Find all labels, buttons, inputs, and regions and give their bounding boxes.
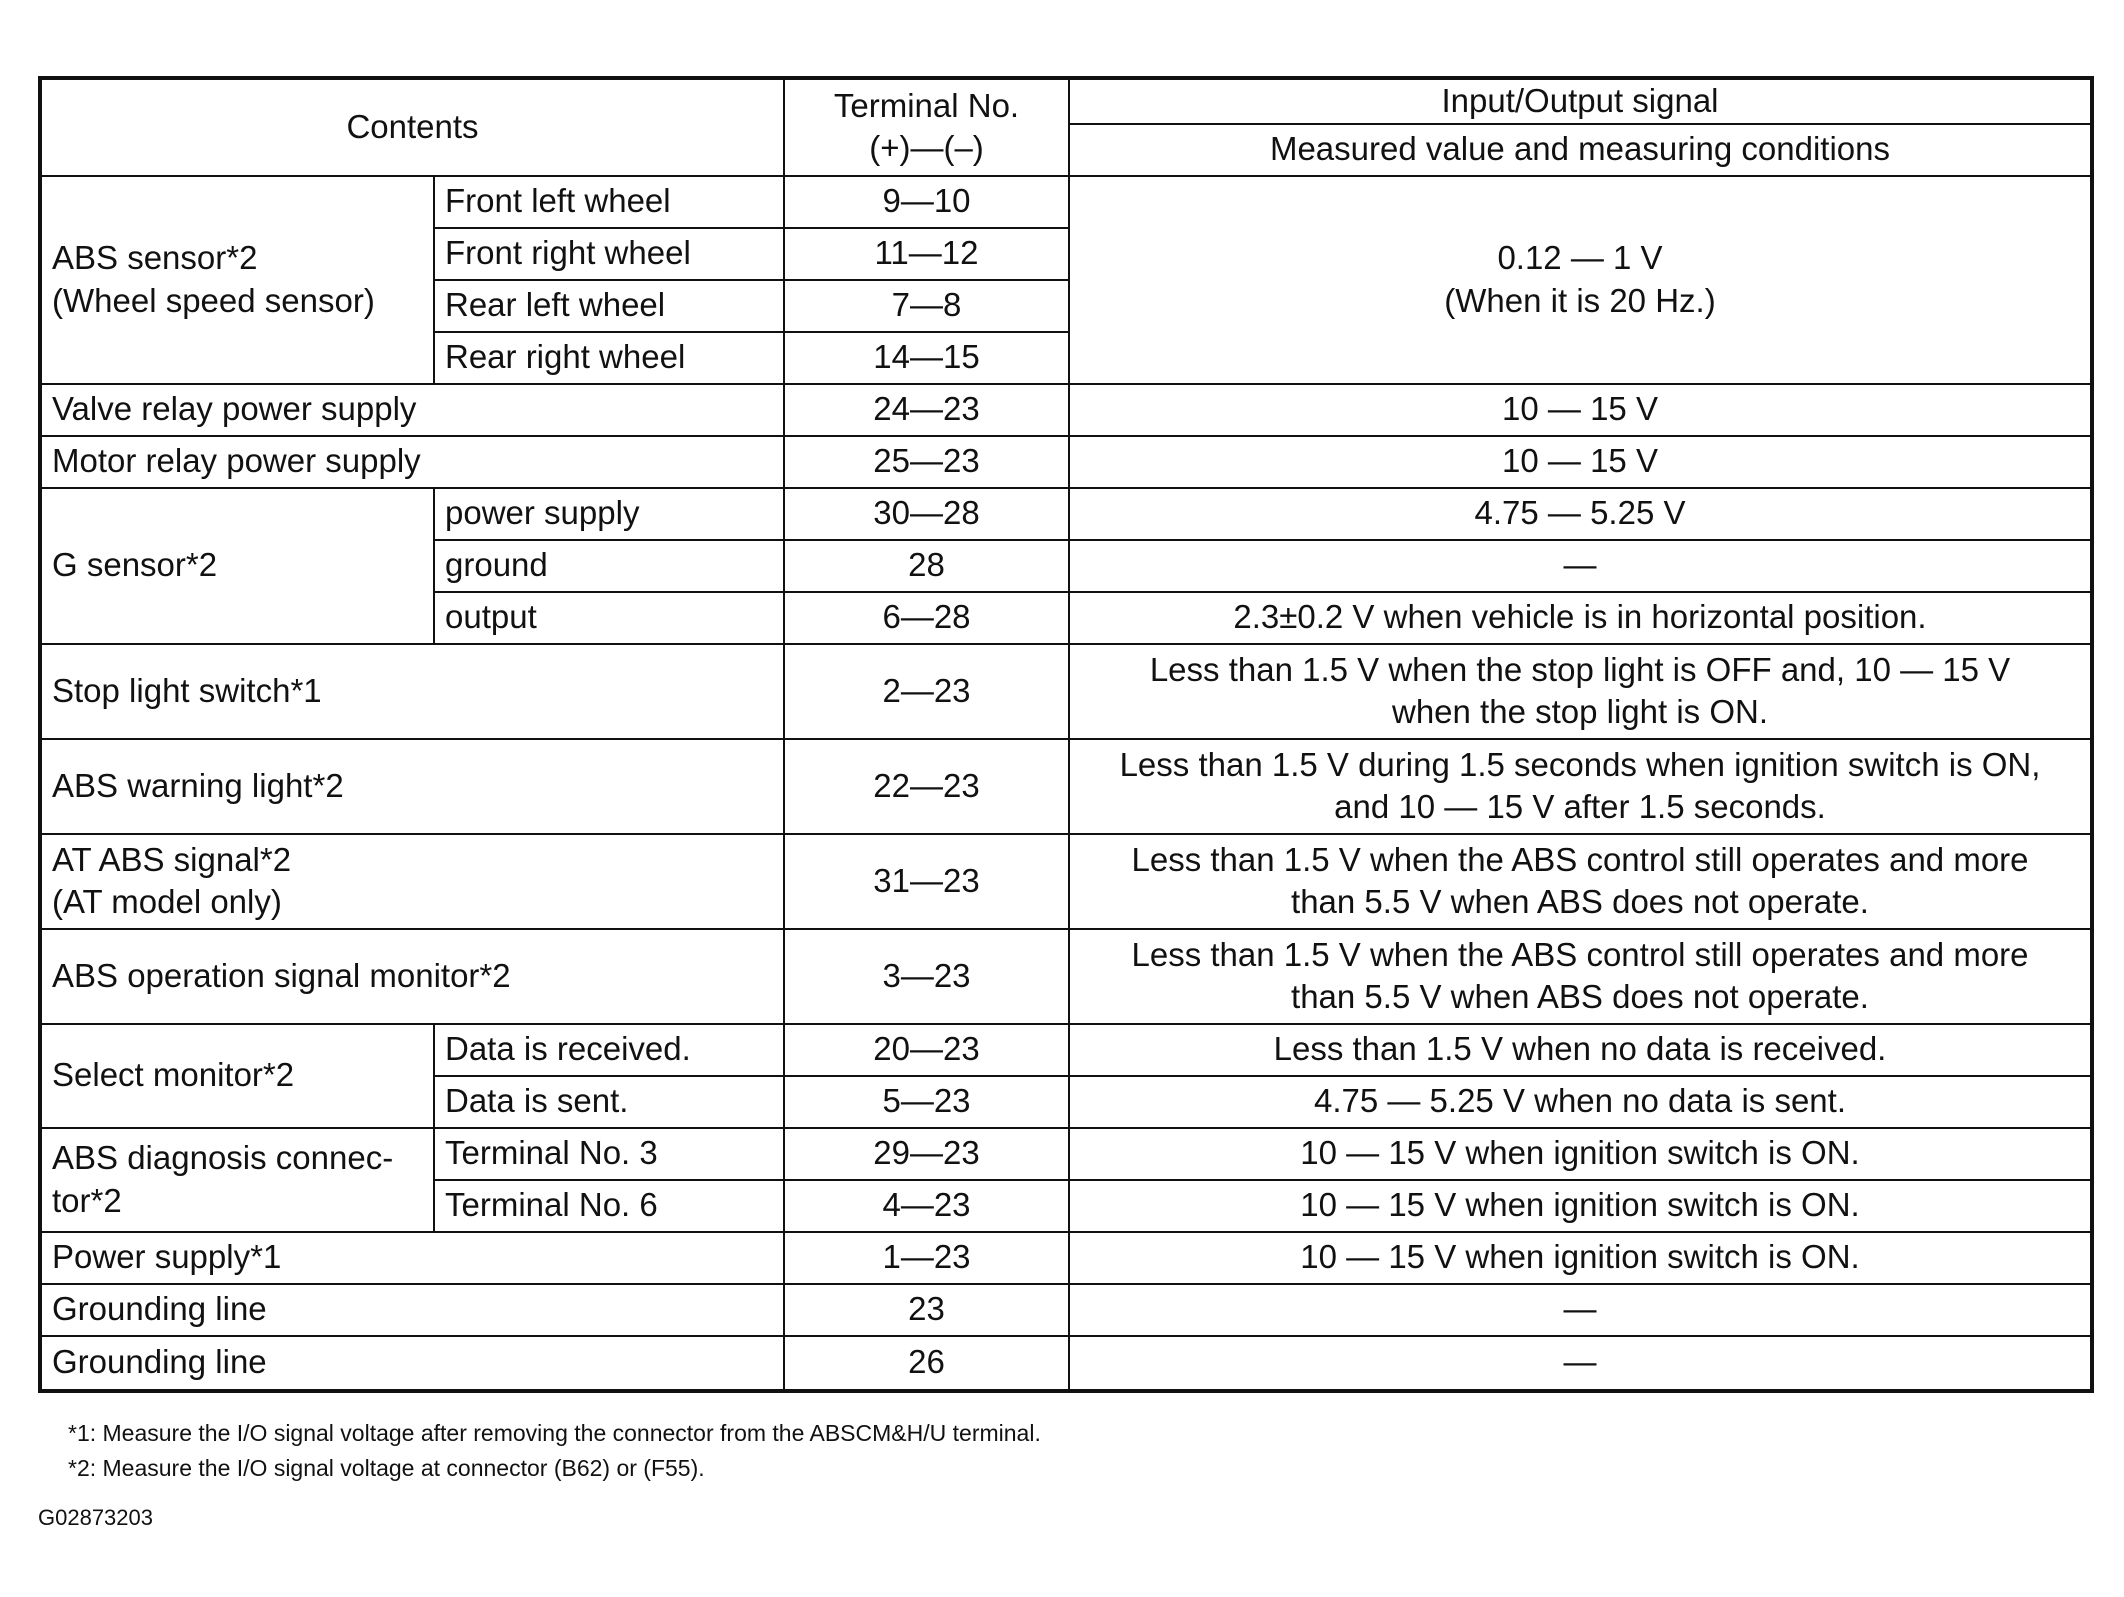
abs-diag-terminal-3: Terminal No. 3 bbox=[434, 1128, 784, 1180]
abs-operation-value: Less than 1.5 V when the ABS control still operates and more than 5.5 V when ABS does not operate. bbox=[1069, 929, 2092, 1024]
abs-sensor-rear-left: Rear left wheel bbox=[434, 280, 784, 332]
abs-sensor-rear-right: Rear right wheel bbox=[434, 332, 784, 384]
abs-operation-label: ABS operation signal monitor*2 bbox=[40, 929, 784, 1024]
g-sensor-power-supply-value: 4.75 — 5.25 V bbox=[1069, 488, 2092, 540]
table-row bbox=[40, 1336, 2092, 1391]
g-sensor-ground-value: — bbox=[1069, 540, 2092, 592]
g-sensor-output: output bbox=[434, 592, 784, 644]
g-sensor-power-supply: power supply bbox=[434, 488, 784, 540]
table-row bbox=[40, 834, 2092, 929]
select-monitor-sent: Data is sent. bbox=[434, 1076, 784, 1128]
power-supply-value: 10 — 15 V when ignition switch is ON. bbox=[1069, 1232, 2092, 1284]
abs-sensor-front-right-terminal: 11—12 bbox=[784, 228, 1069, 280]
table-row bbox=[40, 1024, 2092, 1076]
power-supply-terminal: 1—23 bbox=[784, 1232, 1069, 1284]
table-row bbox=[40, 176, 2092, 228]
grounding-line-1-terminal: 23 bbox=[784, 1284, 1069, 1336]
g-sensor-ground: ground bbox=[434, 540, 784, 592]
terminal-spec-table bbox=[38, 76, 2094, 1393]
header-terminal-no: Terminal No. (+)—(–) bbox=[784, 78, 1069, 176]
abs-sensor-front-left-terminal: 9—10 bbox=[784, 176, 1069, 228]
table-row bbox=[40, 1128, 2092, 1180]
table-row bbox=[40, 929, 2092, 1024]
at-abs-terminal: 31—23 bbox=[784, 834, 1069, 929]
abs-sensor-front-left: Front left wheel bbox=[434, 176, 784, 228]
figure-id: G02873203 bbox=[38, 1505, 153, 1530]
table-row bbox=[40, 1232, 2092, 1284]
abs-diag-terminal-3-terminal: 29—23 bbox=[784, 1128, 1069, 1180]
abs-sensor-label: ABS sensor*2 (Wheel speed sensor) bbox=[40, 176, 434, 384]
abs-sensor-front-right: Front right wheel bbox=[434, 228, 784, 280]
valve-relay-label: Valve relay power supply bbox=[40, 384, 784, 436]
g-sensor-power-supply-terminal: 30—28 bbox=[784, 488, 1069, 540]
stop-light-value: Less than 1.5 V when the stop light is OFF and, 10 — 15 V when the stop light is ON. bbox=[1069, 644, 2092, 739]
stop-light-label: Stop light switch*1 bbox=[40, 644, 784, 739]
valve-relay-terminal: 24—23 bbox=[784, 384, 1069, 436]
power-supply-label: Power supply*1 bbox=[40, 1232, 784, 1284]
motor-relay-terminal: 25—23 bbox=[784, 436, 1069, 488]
abs-warning-terminal: 22—23 bbox=[784, 739, 1069, 834]
table-row bbox=[40, 1284, 2092, 1336]
header-row bbox=[40, 78, 2092, 124]
select-monitor-received: Data is received. bbox=[434, 1024, 784, 1076]
select-monitor-sent-terminal: 5—23 bbox=[784, 1076, 1069, 1128]
abs-diag-label: ABS diagnosis connec- tor*2 bbox=[40, 1128, 434, 1232]
header-contents: Contents bbox=[40, 78, 784, 176]
grounding-line-2-label: Grounding line bbox=[40, 1336, 784, 1391]
table-row bbox=[40, 739, 2092, 834]
table-row bbox=[40, 644, 2092, 739]
select-monitor-sent-value: 4.75 — 5.25 V when no data is sent. bbox=[1069, 1076, 2092, 1128]
grounding-line-1-label: Grounding line bbox=[40, 1284, 784, 1336]
at-abs-label: AT ABS signal*2 (AT model only) bbox=[40, 834, 784, 929]
abs-diag-terminal-6-terminal: 4—23 bbox=[784, 1180, 1069, 1232]
abs-warning-value: Less than 1.5 V during 1.5 seconds when ignition switch is ON, and 10 — 15 V after 1.5 seconds. bbox=[1069, 739, 2092, 834]
stop-light-terminal: 2—23 bbox=[784, 644, 1069, 739]
select-monitor-received-terminal: 20—23 bbox=[784, 1024, 1069, 1076]
footnote-1: *1: Measure the I/O signal voltage after removing the connector from the ABSCM&H/U terminal. bbox=[68, 1420, 1041, 1446]
g-sensor-label: G sensor*2 bbox=[40, 488, 434, 644]
motor-relay-value: 10 — 15 V bbox=[1069, 436, 2092, 488]
abs-diag-terminal-6-value: 10 — 15 V when ignition switch is ON. bbox=[1069, 1180, 2092, 1232]
abs-sensor-value: 0.12 — 1 V (When it is 20 Hz.) bbox=[1069, 176, 2092, 384]
header-io-signal: Input/Output signal bbox=[1069, 78, 2092, 124]
abs-warning-label: ABS warning light*2 bbox=[40, 739, 784, 834]
grounding-line-2-value: — bbox=[1069, 1336, 2092, 1391]
g-sensor-ground-terminal: 28 bbox=[784, 540, 1069, 592]
grounding-line-2-terminal: 26 bbox=[784, 1336, 1069, 1391]
valve-relay-value: 10 — 15 V bbox=[1069, 384, 2092, 436]
select-monitor-received-value: Less than 1.5 V when no data is received. bbox=[1069, 1024, 2092, 1076]
select-monitor-label: Select monitor*2 bbox=[40, 1024, 434, 1128]
g-sensor-output-terminal: 6—28 bbox=[784, 592, 1069, 644]
g-sensor-output-value: 2.3±0.2 V when vehicle is in horizontal position. bbox=[1069, 592, 2092, 644]
table-row bbox=[40, 384, 2092, 436]
at-abs-value: Less than 1.5 V when the ABS control still operates and more than 5.5 V when ABS does not operate. bbox=[1069, 834, 2092, 929]
header-measured-value: Measured value and measuring conditions bbox=[1069, 124, 2092, 176]
abs-sensor-rear-right-terminal: 14—15 bbox=[784, 332, 1069, 384]
table-row bbox=[40, 436, 2092, 488]
grounding-line-1-value: — bbox=[1069, 1284, 2092, 1336]
abs-diag-terminal-3-value: 10 — 15 V when ignition switch is ON. bbox=[1069, 1128, 2092, 1180]
abs-sensor-rear-left-terminal: 7—8 bbox=[784, 280, 1069, 332]
abs-operation-terminal: 3—23 bbox=[784, 929, 1069, 1024]
motor-relay-label: Motor relay power supply bbox=[40, 436, 784, 488]
abs-diag-terminal-6: Terminal No. 6 bbox=[434, 1180, 784, 1232]
footnote-2: *2: Measure the I/O signal voltage at connector (B62) or (F55). bbox=[68, 1455, 705, 1481]
table-row bbox=[40, 488, 2092, 540]
